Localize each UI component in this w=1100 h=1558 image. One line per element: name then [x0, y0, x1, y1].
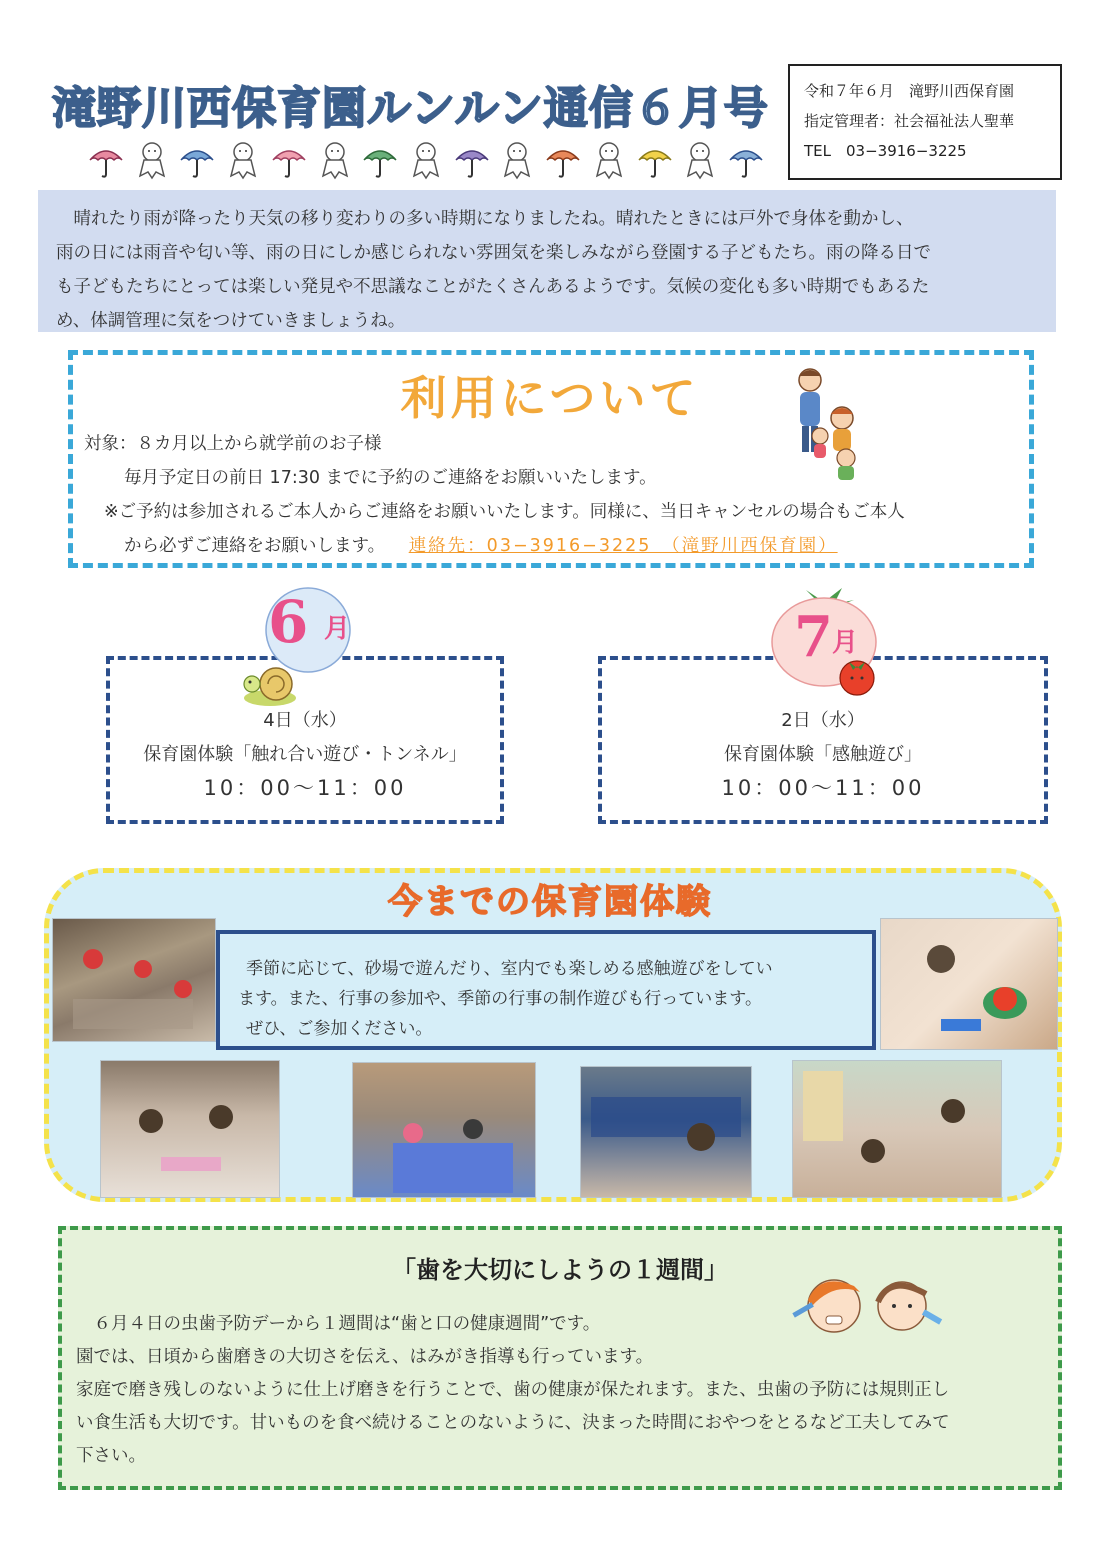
snail-icon — [242, 656, 300, 708]
teeth-line: 園では、日頃から歯磨きの大切さを伝え、はみがき指導も行っています。 — [76, 1347, 654, 1367]
contact-info: 連絡先：03−3916−3225 （滝野川西保育園） — [408, 536, 838, 556]
info-tel: TEL 03−3916−3225 — [804, 142, 967, 160]
info-box — [788, 64, 1062, 180]
teeth-line: い食生活も大切です。甘いものを食べ続けることのないように、決まった時間におやつをとるなど工夫してみて — [76, 1413, 950, 1433]
umbrella-icon — [177, 140, 217, 180]
june-time: 10：00〜11：00 — [203, 776, 407, 800]
umbrella-icon — [452, 140, 492, 180]
photo-indoor-play-3 — [580, 1066, 752, 1198]
june-event: 保育園体験「触れ合い遊び・トンネル」 — [143, 744, 467, 765]
umbrella-icon — [86, 140, 126, 180]
usage-deadline: 毎月予定日の前日 17:30 までに予約のご連絡をお願いいたします。 — [124, 468, 657, 488]
photo-sandbox — [52, 918, 216, 1042]
intro-line: め、体調管理に気をつけていきましょうね。 — [56, 311, 406, 331]
usage-title: 利用について — [400, 371, 700, 425]
teru-teru-bozu-icon — [223, 140, 262, 180]
tomato-icon — [836, 654, 878, 696]
experience-line: ます。また、行事の参加や、季節の行事の制作遊びも行っています。 — [238, 989, 762, 1009]
experience-line: 季節に応じて、砂場で遊んだり、室内でも楽しめる感触遊びをしてい — [246, 959, 773, 979]
experience-line: ぜひ、ご参加ください。 — [246, 1019, 433, 1039]
usage-target: 対象：８カ月以上から就学前のお子様 — [84, 434, 382, 454]
july-event: 保育園体験「感触遊び」 — [724, 744, 922, 765]
usage-note-cont — [124, 532, 838, 557]
experience-title: 今までの保育園体験 — [388, 882, 712, 922]
intro-line: 晴れたり雨が降ったり天気の移り変わりの多い時期になりましたね。晴れたときには戸外で身体を動かし、 — [56, 209, 914, 229]
photo-indoor-play-1 — [100, 1060, 280, 1198]
toothbrush-kids-icon — [790, 1268, 950, 1344]
teru-teru-bozu-icon — [589, 140, 628, 180]
umbrella-icon — [635, 140, 675, 180]
family-illustration-icon — [788, 366, 872, 482]
teeth-line: ６月４日の虫歯予防デーから１週間は“歯と口の健康週間”です。 — [76, 1314, 601, 1334]
photo-indoor-play-4 — [792, 1060, 1002, 1198]
umbrella-icon — [726, 140, 766, 180]
photo-indoor-play-2 — [352, 1062, 536, 1198]
teeth-line: 下さい。 — [76, 1446, 146, 1466]
umbrella-icon — [543, 140, 583, 180]
july-badge-unit: 月 — [832, 628, 859, 658]
info-manager: 指定管理者：社会福祉法人聖華 — [804, 112, 1015, 130]
umbrella-icon — [360, 140, 400, 180]
june-date: 4日（水） — [263, 710, 347, 731]
teru-teru-bozu-icon — [406, 140, 445, 180]
teru-teru-bozu-icon — [315, 140, 354, 180]
teeth-title: 「歯を大切にしようの１週間」 — [392, 1256, 728, 1284]
june-badge-number: 6 — [268, 588, 309, 656]
intro-line: も子どもたちにとっては楽しい発見や不思議なことがたくさんあるようです。気候の変化も多い時期でもあるた — [56, 277, 930, 297]
usage-note: ※ご予約は参加されるご本人からご連絡をお願いいたします。同様に、当日キャンセルの場合もご本人 — [104, 502, 905, 522]
info-date-org: 令和７年６月 滝野川西保育園 — [804, 82, 1015, 100]
july-badge-number: 7 — [794, 604, 833, 670]
newsletter-title: 滝野川西保育園ルンルン通信６月号 — [52, 83, 769, 134]
july-time: 10：00〜11：00 — [721, 776, 925, 800]
decoration-row — [86, 138, 766, 182]
experience-text-box — [216, 930, 876, 1050]
teeth-line: 家庭で磨き残しのないように仕上げ磨きを行うことで、歯の健康が保たれます。また、虫歯の予防には規則正し — [76, 1380, 950, 1400]
teru-teru-bozu-icon — [132, 140, 171, 180]
june-badge-unit: 月 — [324, 614, 351, 644]
intro-line: 雨の日には雨音や匂い等、雨の日にしか感じられない雰囲気を楽しみながら登園する子どもたち。雨の降る日で — [56, 243, 931, 263]
intro-panel — [38, 190, 1056, 332]
july-date: 2日（水） — [781, 710, 865, 731]
teru-teru-bozu-icon — [498, 140, 537, 180]
june-event-box — [106, 656, 504, 824]
umbrella-icon — [269, 140, 309, 180]
photo-craft-play — [880, 918, 1058, 1050]
usage-note-2: から必ずご連絡をお願いします。 — [124, 536, 386, 556]
teru-teru-bozu-icon — [681, 140, 720, 180]
